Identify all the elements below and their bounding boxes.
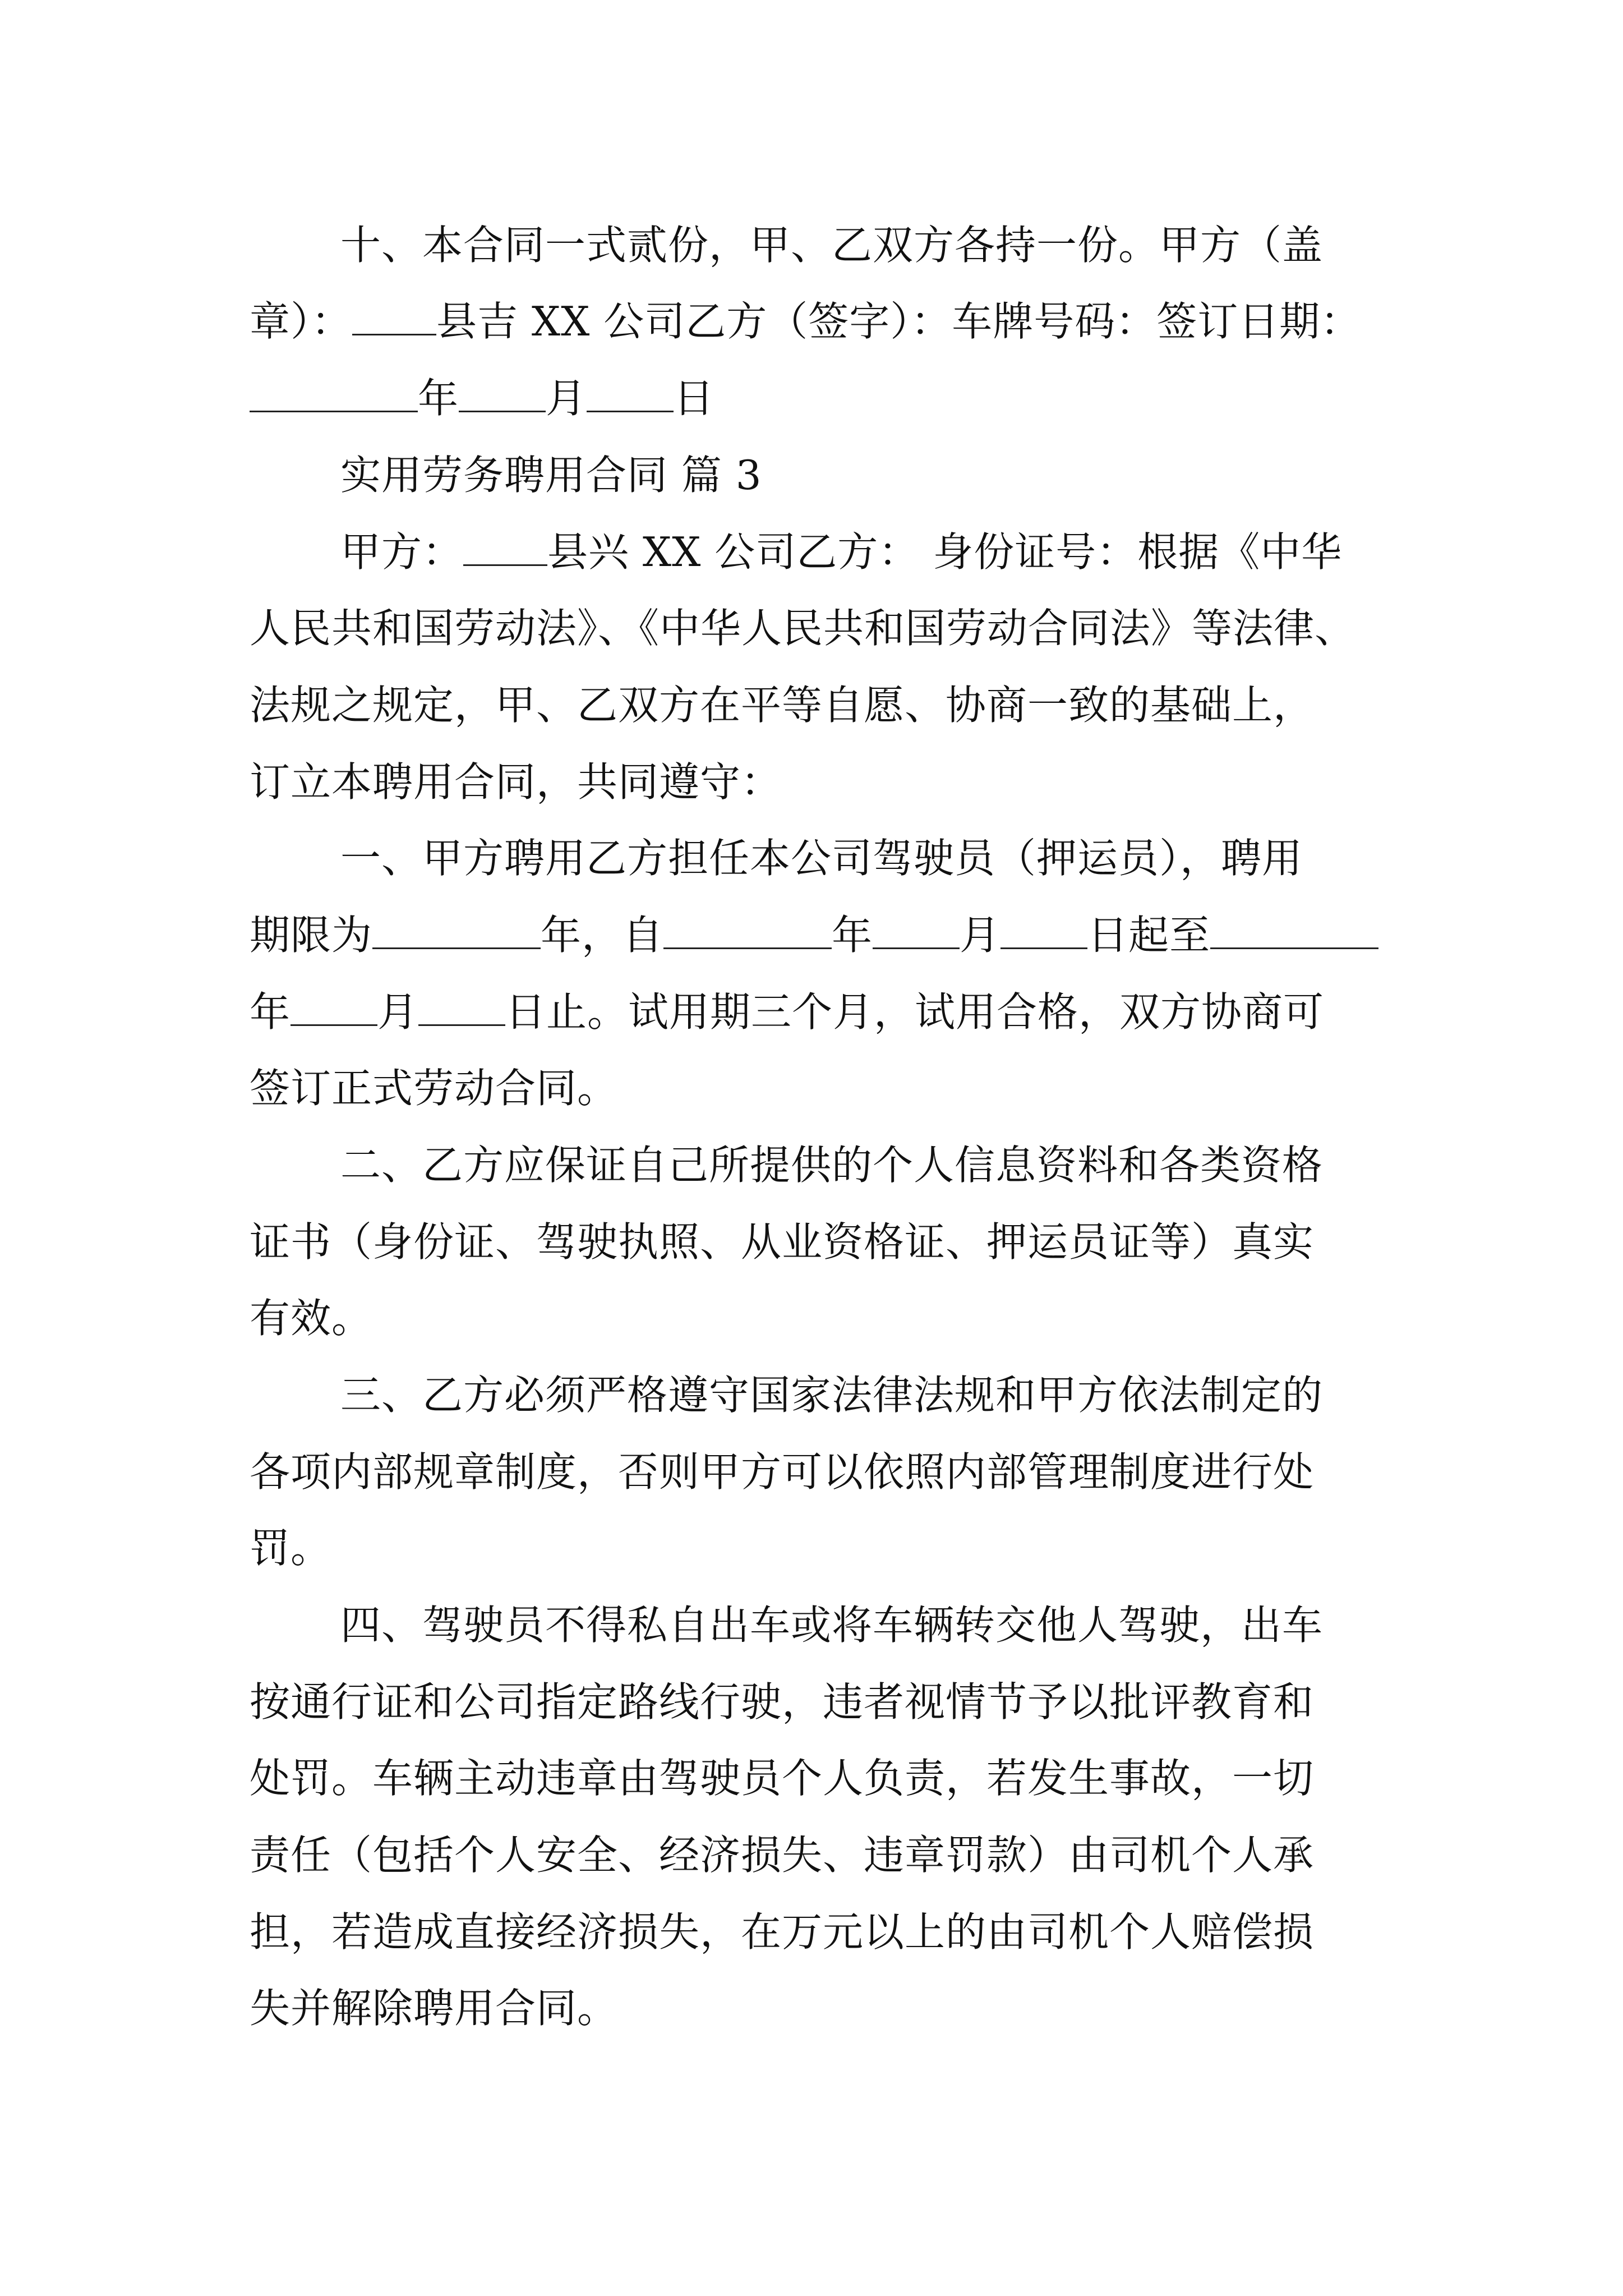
fill-blank — [463, 527, 547, 566]
text-run: 县吉 XX 公司乙方（签字）：车牌号码：签订日期： — [436, 298, 1362, 345]
text-run: 实用劳务聘用合同 篇 3 — [340, 452, 762, 499]
text-run: 处罚。车辆主动违章由驾驶员个人负责，若发生事故，一切 — [250, 1755, 1315, 1802]
text-run: 月 — [960, 912, 1001, 959]
fill-blank — [1000, 910, 1087, 949]
text-run: 担，若造成直接经济损失，在万元以上的由司机个人赔偿损 — [250, 1908, 1315, 1955]
text-run: 四、驾驶员不得私自出车或将车辆转交他人驾驶，出车 — [340, 1602, 1324, 1649]
text-run: 失并解除聘用合同。 — [250, 1985, 619, 2032]
fill-blank — [250, 374, 418, 412]
parties-line-2 — [250, 600, 1355, 656]
text-run: 日止。试用期三个月，试用合格，双方协商可 — [505, 988, 1325, 1036]
text-run: 期限为 — [250, 912, 373, 959]
text-run: 月 — [377, 988, 419, 1036]
text-run: 年 — [250, 988, 291, 1036]
text-run: 按通行证和公司指定路线行驶，违者视情节予以批评教育和 — [250, 1678, 1315, 1726]
text-run: 日 — [674, 375, 715, 422]
text-run: 县兴 XX 公司乙方： 身份证号：根据《中华 — [547, 528, 1343, 576]
text-run: 二、乙方应保证自己所提供的个人信息资料和各类资格 — [340, 1142, 1324, 1189]
clause-3-line-1 — [340, 1367, 1323, 1423]
section-heading — [340, 447, 762, 503]
parties-line-3 — [250, 677, 1314, 733]
text-run: 年 — [418, 375, 459, 422]
clause-1-line-2 — [250, 907, 1378, 963]
clause-2-line-3 — [250, 1290, 372, 1346]
fill-blank — [587, 374, 674, 412]
text-run: 甲方： — [340, 528, 464, 576]
text-run: 年，自 — [541, 912, 664, 959]
text-run: 罚。 — [250, 1525, 332, 1572]
fill-blank — [352, 297, 436, 335]
clause-10-line-2 — [250, 293, 1361, 349]
fill-blank — [372, 910, 541, 949]
clause-4-line-2 — [250, 1674, 1314, 1730]
text-run: 订立本聘用合同，共同遵守： — [250, 758, 782, 806]
text-run: 一、甲方聘用乙方担任本公司驾驶员（押运员），聘用 — [340, 835, 1303, 882]
clause-10-line-3 — [250, 370, 714, 426]
clause-4-line-4 — [250, 1827, 1314, 1883]
fill-blank — [291, 987, 377, 1026]
text-run: 法规之规定，甲、乙双方在平等自愿、协商一致的基础上， — [250, 682, 1315, 729]
clause-1-line-3 — [250, 984, 1324, 1040]
fill-blank — [873, 910, 960, 949]
clause-4-line-3 — [250, 1750, 1314, 1806]
text-run: 责任（包括个人安全、经济损失、违章罚款）由司机个人承 — [250, 1832, 1315, 1879]
clause-10-line-1 — [340, 217, 1323, 273]
text-run: 月 — [546, 375, 587, 422]
parties-line-4 — [250, 754, 782, 810]
fill-blank — [459, 374, 546, 412]
fill-blank — [1210, 910, 1378, 949]
clause-3-line-2 — [250, 1444, 1314, 1500]
clause-2-line-1 — [340, 1137, 1323, 1193]
clause-1-line-1 — [340, 830, 1303, 886]
text-run: 三、乙方必须严格遵守国家法律法规和甲方依法制定的 — [340, 1372, 1324, 1419]
text-run: 章）： — [250, 298, 353, 345]
text-run: 日起至 — [1087, 912, 1211, 959]
clause-1-line-4 — [250, 1060, 618, 1116]
clause-4-line-1 — [340, 1597, 1323, 1653]
text-run: 十、本合同一式贰份，甲、乙双方各持一份。甲方（盖 — [340, 222, 1324, 269]
text-run: 证书（身份证、驾驶执照、从业资格证、押运员证等）真实 — [250, 1218, 1315, 1266]
clause-4-line-6 — [250, 1980, 618, 2036]
text-run: 有效。 — [250, 1295, 373, 1342]
parties-line-1 — [340, 524, 1342, 580]
text-run: 签订正式劳动合同。 — [250, 1065, 619, 1112]
fill-blank — [418, 987, 505, 1026]
clause-3-line-3 — [250, 1520, 331, 1576]
clause-2-line-2 — [250, 1214, 1314, 1270]
text-run: 年 — [832, 912, 873, 959]
text-run: 人民共和国劳动法》、《中华人民共和国劳动合同法》等法律、 — [250, 605, 1356, 652]
clause-4-line-5 — [250, 1904, 1314, 1960]
fill-blank — [663, 910, 832, 949]
text-run: 各项内部规章制度，否则甲方可以依照内部管理制度进行处 — [250, 1448, 1315, 1496]
